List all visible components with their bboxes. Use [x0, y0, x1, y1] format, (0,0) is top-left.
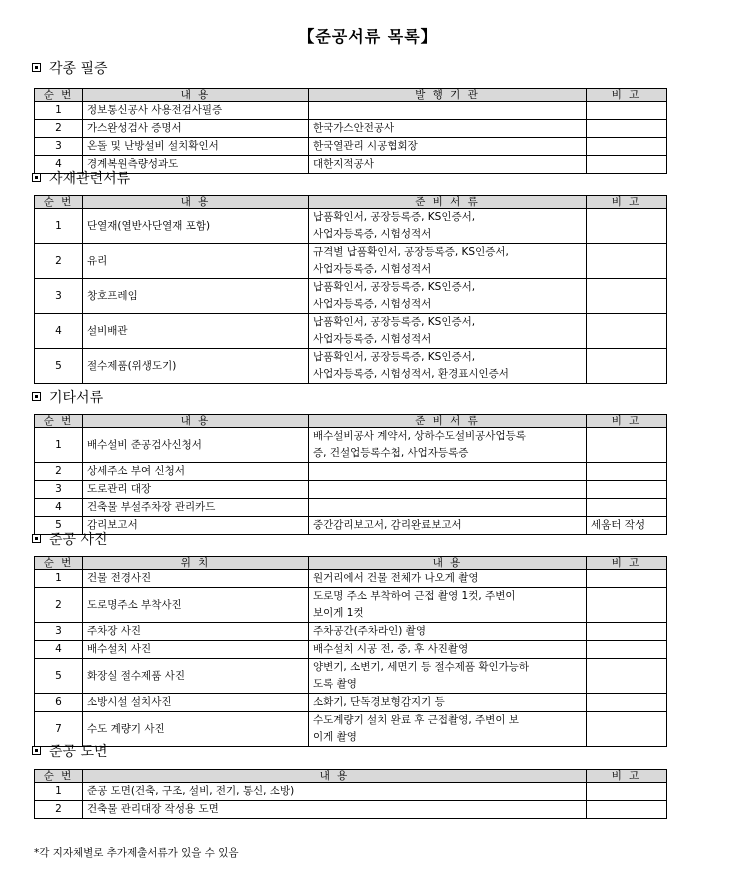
row-number: 1 [35, 783, 83, 801]
row-note [587, 801, 667, 819]
header-cell: 발 행 기 관 [309, 89, 587, 102]
header-cell: 내 용 [83, 415, 309, 428]
row-note [587, 428, 667, 463]
row-note [587, 694, 667, 712]
table-row [35, 712, 667, 747]
detail-line: 증, 건설업등록수첩, 사업자등록증 [313, 447, 469, 459]
detail-line: 도로명 주소 부착하여 근접 촬영 1컷, 주변이 [313, 590, 516, 602]
detail-line: 사업자등록증, 시험성적서, 환경표시인증서 [313, 368, 509, 380]
drawings-table [34, 769, 667, 819]
row-note [587, 244, 667, 279]
table-row [35, 481, 667, 499]
row-detail: 대한지적공사 [309, 156, 587, 174]
header-cell: 비 고 [587, 770, 667, 783]
row-content: 감리보고서 [83, 517, 309, 535]
row-note [587, 499, 667, 517]
header-cell: 내 용 [83, 770, 587, 783]
table-header-row [35, 557, 667, 570]
row-detail [309, 659, 587, 694]
row-detail [309, 712, 587, 747]
footnote: *각 지자체별로 추가제출서류가 있을 수 있음 [34, 847, 239, 859]
row-note [587, 481, 667, 499]
row-detail [309, 314, 587, 349]
table-header-row [35, 196, 667, 209]
square-bullet-icon [32, 63, 41, 72]
header-cell: 내 용 [83, 89, 309, 102]
row-detail: 배수설치 시공 전, 중, 후 사진촬영 [309, 641, 587, 659]
row-note [587, 138, 667, 156]
table-row [35, 641, 667, 659]
header-cell: 위 치 [83, 557, 309, 570]
detail-line: 배수설비공사 계약서, 상하수도설비공사업등록 [313, 430, 526, 442]
row-content: 가스완성검사 증명서 [83, 120, 309, 138]
row-detail: 소화기, 단독경보형감지기 등 [309, 694, 587, 712]
row-detail [309, 463, 587, 481]
table-row [35, 102, 667, 120]
table-row [35, 588, 667, 623]
row-note [587, 209, 667, 244]
row-note [587, 588, 667, 623]
row-number: 5 [35, 659, 83, 694]
header-cell: 순 번 [35, 89, 83, 102]
square-bullet-icon [32, 534, 41, 543]
detail-line: 도록 촬영 [313, 678, 357, 690]
row-note: 세움터 작성 [587, 517, 667, 535]
row-number: 2 [35, 120, 83, 138]
row-content: 배수설비 준공검사신청서 [83, 428, 309, 463]
row-note [587, 623, 667, 641]
row-note [587, 314, 667, 349]
table-row [35, 694, 667, 712]
section-heading-photos: 준공 사진 [32, 531, 108, 549]
header-cell: 순 번 [35, 415, 83, 428]
table-row [35, 623, 667, 641]
header-cell: 준 비 서 류 [309, 196, 587, 209]
photos-table [34, 556, 667, 747]
detail-line: 이게 촬영 [313, 731, 357, 743]
header-cell: 순 번 [35, 196, 83, 209]
row-content: 수도 계량기 사진 [83, 712, 309, 747]
row-content: 정보통신공사 사용전검사필증 [83, 102, 309, 120]
table-row [35, 120, 667, 138]
row-content: 소방시설 설치사진 [83, 694, 309, 712]
detail-line: 수도계량기 설치 완료 후 근접촬영, 주변이 보 [313, 714, 519, 726]
page-title: 【준공서류 목록】 [298, 27, 438, 46]
row-number: 4 [35, 156, 83, 174]
header-cell: 순 번 [35, 770, 83, 783]
row-detail [309, 428, 587, 463]
table-row [35, 209, 667, 244]
row-detail [309, 349, 587, 384]
row-number: 1 [35, 209, 83, 244]
row-content: 절수제품(위생도기) [83, 349, 309, 384]
detail-line: 사업자등록증, 시험성적서 [313, 228, 432, 240]
row-note [587, 783, 667, 801]
row-content: 설비배관 [83, 314, 309, 349]
row-number: 4 [35, 314, 83, 349]
row-content: 단열재(열반사단열재 포함) [83, 209, 309, 244]
row-number: 2 [35, 588, 83, 623]
row-content: 도로관리 대장 [83, 481, 309, 499]
row-detail: 주차공간(주차라인) 촬영 [309, 623, 587, 641]
header-cell: 준 비 서 류 [309, 415, 587, 428]
row-number: 2 [35, 801, 83, 819]
row-number: 2 [35, 463, 83, 481]
row-content: 상세주소 부여 신청서 [83, 463, 309, 481]
row-number: 5 [35, 349, 83, 384]
row-content: 화장실 절수제품 사진 [83, 659, 309, 694]
section-heading-drawings: 준공 도면 [32, 743, 108, 761]
detail-line: 사업자등록증, 시험성적서 [313, 263, 432, 275]
row-note [587, 349, 667, 384]
square-bullet-icon [32, 392, 41, 401]
materials-table [34, 195, 667, 384]
row-note [587, 279, 667, 314]
row-detail: 한국열관리 시공협회장 [309, 138, 587, 156]
row-note [587, 712, 667, 747]
section-heading-materials: 자재관련서류 [32, 170, 130, 188]
header-cell: 비 고 [587, 196, 667, 209]
row-content: 창호프레임 [83, 279, 309, 314]
detail-line: 납품확인서, 공장등록증, KS인증서, [313, 316, 476, 328]
detail-line: 양변기, 소변기, 세면기 등 절수제품 확인가능하 [313, 661, 530, 673]
header-cell: 비 고 [587, 89, 667, 102]
detail-line: 납품확인서, 공장등록증, KS인증서, [313, 211, 476, 223]
row-number: 3 [35, 481, 83, 499]
table-row [35, 349, 667, 384]
row-note [587, 120, 667, 138]
table-row [35, 314, 667, 349]
row-note [587, 641, 667, 659]
table-row [35, 801, 667, 819]
square-bullet-icon [32, 746, 41, 755]
row-content: 건축물 부설주차장 관리카드 [83, 499, 309, 517]
row-detail [309, 279, 587, 314]
table-row [35, 499, 667, 517]
row-detail [309, 588, 587, 623]
row-detail: 중간감리보고서, 감리완료보고서 [309, 517, 587, 535]
row-detail [309, 102, 587, 120]
row-number: 3 [35, 279, 83, 314]
row-content: 주차장 사진 [83, 623, 309, 641]
row-detail [309, 481, 587, 499]
row-detail: 한국가스안전공사 [309, 120, 587, 138]
row-note [587, 570, 667, 588]
row-note [587, 659, 667, 694]
row-number: 3 [35, 138, 83, 156]
section-heading-permits: 각종 필증 [32, 60, 108, 78]
row-number: 4 [35, 499, 83, 517]
row-content: 건물 전경사진 [83, 570, 309, 588]
table-header-row [35, 770, 667, 783]
table-row [35, 279, 667, 314]
square-bullet-icon [32, 173, 41, 182]
row-detail [309, 244, 587, 279]
table-header-row [35, 89, 667, 102]
header-cell: 비 고 [587, 415, 667, 428]
row-content: 경계복원측량성과도 [83, 156, 309, 174]
row-note [587, 102, 667, 120]
table-row [35, 138, 667, 156]
header-cell: 내 용 [83, 196, 309, 209]
table-row [35, 659, 667, 694]
row-detail: 원거리에서 건물 전체가 나오게 촬영 [309, 570, 587, 588]
detail-line: 규격별 납품확인서, 공장등록증, KS인증서, [313, 246, 509, 258]
row-detail [309, 499, 587, 517]
row-content: 도로명주소 부착사진 [83, 588, 309, 623]
row-note [587, 156, 667, 174]
detail-line: 납품확인서, 공장등록증, KS인증서, [313, 351, 476, 363]
row-number: 4 [35, 641, 83, 659]
row-detail [309, 209, 587, 244]
row-number: 3 [35, 623, 83, 641]
section-heading-other-documents: 기타서류 [32, 389, 103, 407]
row-number: 2 [35, 244, 83, 279]
row-number: 6 [35, 694, 83, 712]
other-documents-table [34, 414, 667, 535]
row-number: 1 [35, 102, 83, 120]
detail-line: 보이게 1컷 [313, 607, 364, 619]
table-row [35, 517, 667, 535]
table-row [35, 463, 667, 481]
header-cell: 순 번 [35, 557, 83, 570]
row-number: 5 [35, 517, 83, 535]
row-number: 1 [35, 570, 83, 588]
header-cell: 내 용 [309, 557, 587, 570]
table-row [35, 783, 667, 801]
row-note [587, 463, 667, 481]
row-content: 온돌 및 난방설비 설치확인서 [83, 138, 309, 156]
permits-table [34, 88, 667, 174]
detail-line: 납품확인서, 공장등록증, KS인증서, [313, 281, 476, 293]
row-content: 유리 [83, 244, 309, 279]
row-content: 건축물 관리대장 작성용 도면 [83, 801, 587, 819]
table-header-row [35, 415, 667, 428]
table-row [35, 244, 667, 279]
table-row [35, 570, 667, 588]
detail-line: 사업자등록증, 시험성적서 [313, 333, 432, 345]
header-cell: 비 고 [587, 557, 667, 570]
detail-line: 사업자등록증, 시험성적서 [313, 298, 432, 310]
row-number: 7 [35, 712, 83, 747]
row-content: 준공 도면(건축, 구조, 설비, 전기, 통신, 소방) [83, 783, 587, 801]
row-content: 배수설치 사진 [83, 641, 309, 659]
table-row [35, 428, 667, 463]
row-number: 1 [35, 428, 83, 463]
